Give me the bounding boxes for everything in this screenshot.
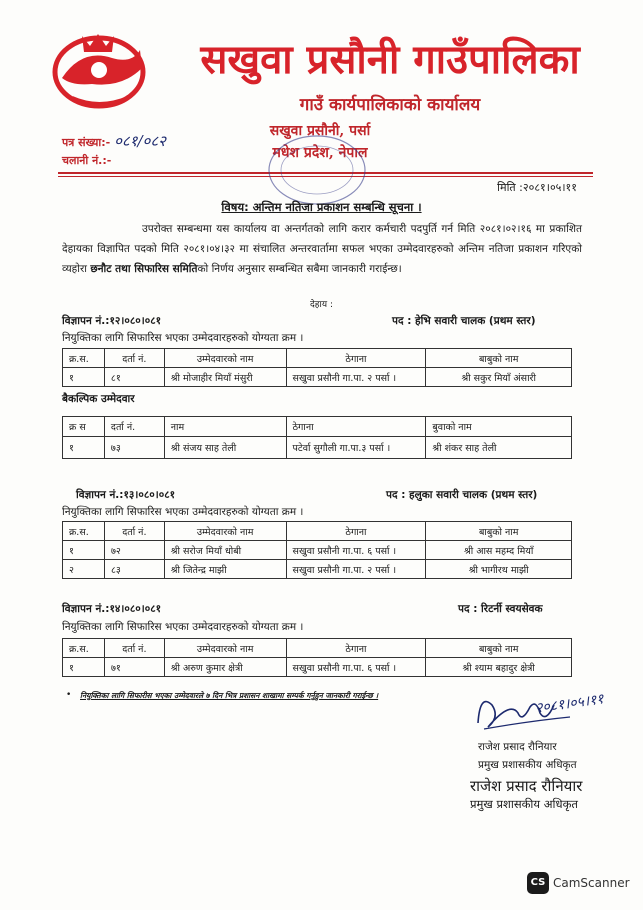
- col-header: उम्मेदवारको नाम: [164, 522, 286, 541]
- office-name: गाउँ कार्यपालिकाको कार्यालय: [299, 95, 481, 115]
- table-cell: ८३: [104, 560, 164, 579]
- table-cell: श्री आस महम्द मियाँ: [426, 541, 572, 560]
- table-cell: ७३: [104, 437, 164, 459]
- section-note-1: नियुक्तिका लागि सिफारिस भएका उम्मेदवारहरुको योग्यता क्रम ।: [62, 332, 304, 344]
- results-table-2: [62, 521, 572, 579]
- table-cell: श्री अरुण कुमार क्षेत्री: [164, 658, 286, 677]
- col-header: क्र.स.: [63, 522, 105, 541]
- col-header: नाम: [164, 417, 286, 437]
- ad-number-1: विज्ञापन नं.:१२।०८०।०८१: [62, 315, 162, 327]
- table-header-row: [63, 639, 572, 658]
- ad-number-2: विज्ञापन नं.:१३।०८०।०८१: [76, 489, 176, 501]
- table-row: [63, 658, 572, 677]
- table-header-row: [63, 522, 572, 541]
- table-cell: १: [63, 368, 105, 387]
- address-line-2: मधेश प्रदेश, नेपाल: [272, 145, 368, 161]
- col-header: ठेगाना: [286, 349, 426, 368]
- col-header: दर्ता नं.: [104, 639, 164, 658]
- alternate-title: बैकल्पिक उम्मेदवार: [62, 393, 135, 405]
- ref-value: ०८१/०८२: [114, 132, 166, 150]
- address-line-1: सखुवा प्रसौनी, पर्सा: [269, 123, 371, 139]
- table-cell: सखुवा प्रसौनी गा.पा. ६ पर्सा ।: [286, 541, 426, 560]
- col-header: बुवाको नाम: [426, 417, 572, 437]
- col-header: ठेगाना: [286, 417, 426, 437]
- col-header: दर्ता नं.: [104, 349, 164, 368]
- table-header-row: [63, 349, 572, 368]
- table-cell: श्री संजय साह तेली: [164, 437, 286, 459]
- body-text-end: को निर्णय अनुसार सम्बन्धित सबैमा जानकारी गराईन्छ।: [197, 263, 402, 275]
- org-name: सखुवा प्रसौनी गाउँपालिका: [200, 36, 580, 83]
- table-cell: १: [63, 658, 105, 677]
- body-text-start: उपरोक्त सम्बन्धमा यस कार्यालय वा अन्तर्गतको लागि करार कर्मचारी पदपुर्ति गर्न मिति २०८१।०२।१६ मा प्रकाशित देहायका विज्ञापित पदको मिति २०८१।०४।३२ मा संचालित अन्तरवार्तामा सफल भएका उम्मेदवारहरुको अन्तिम नतिजा प्रकाशन गरिएको व्यहोरा: [62, 223, 582, 275]
- handwritten-date: २०८१।०५।११: [534, 691, 605, 717]
- ref-label: पत्र संख्या:-: [62, 136, 111, 149]
- footnote-bullet: •: [66, 690, 72, 700]
- letter-subject: विषय: अन्तिम नतिजा प्रकाशन सम्बन्धि सूचना ।: [221, 200, 422, 214]
- col-header: क्र स: [63, 417, 105, 437]
- dehay-label: देहाय :: [309, 300, 333, 310]
- col-header: दर्ता नं.: [104, 417, 164, 437]
- table-cell: १: [63, 437, 105, 459]
- table-cell: २: [63, 560, 105, 579]
- table-row: [63, 541, 572, 560]
- col-header: उम्मेदवारको नाम: [164, 639, 286, 658]
- table-cell: श्री जितेन्द्र माझी: [164, 560, 286, 579]
- post-label-2: पद : हलुका सवारी चालक (प्रथम स्तर): [386, 489, 538, 501]
- post-label-3: पद : रिटर्नी स्वयसेवक: [458, 603, 543, 615]
- ad-number-3: विज्ञापन नं.:१४।०८०।०८१: [62, 603, 162, 615]
- table-cell: श्री मोजाहीर मियाँ मंसुरी: [164, 368, 286, 387]
- table-cell: ७२: [104, 541, 164, 560]
- col-header: ठेगाना: [286, 522, 426, 541]
- section-note-3: नियुक्तिका लागि सिफारिस भएका उम्मेदवारहरुको योग्यता क्रम ।: [62, 621, 304, 633]
- col-header: उम्मेदवारको नाम: [164, 349, 286, 368]
- table-cell: ८१: [104, 368, 164, 387]
- dispatch-number: [62, 153, 111, 168]
- footnote: नियुक्तिका लागि सिफारीस भएका उम्मेदवारले ७ दिन भित्र प्रशासन शाखामा सम्पर्क गर्नुहुन जानकारी गराईन्छ ।: [80, 691, 379, 700]
- col-header: बाबुको नाम: [426, 522, 572, 541]
- results-table-3: [62, 638, 572, 677]
- col-header: दर्ता नं.: [104, 522, 164, 541]
- office-stamp-icon: [262, 130, 372, 210]
- table-cell: सखुवा प्रसौनी गा.पा. ६ पर्सा ।: [286, 658, 426, 677]
- table-row: [63, 560, 572, 579]
- ref-number: [62, 131, 166, 151]
- table-cell: श्री शंकर साह तेली: [426, 437, 572, 459]
- results-table-1: [62, 348, 572, 387]
- table-header-row: [63, 417, 572, 437]
- table-cell: सखुवा प्रसौनी गा.पा. २ पर्सा ।: [286, 560, 426, 579]
- body-text-bold: छनौट तथा सिफारिस समिति: [90, 263, 198, 275]
- table-row: [63, 368, 572, 387]
- letter-body: [62, 219, 582, 279]
- table-cell: श्री सरोज मियाँ धोबी: [164, 541, 286, 560]
- table-cell: सखुवा प्रसौनी गा.पा. २ पर्सा ।: [286, 368, 426, 387]
- table-cell: श्री श्याम बहादुर क्षेत्री: [426, 658, 572, 677]
- signatory-name: राजेश प्रसाद रौनियार: [478, 741, 557, 753]
- government-emblem-icon: [52, 28, 147, 110]
- post-label-1: पद : हेभि सवारी चालक (प्रथम स्तर): [392, 315, 536, 327]
- col-header: क्र.स.: [63, 349, 105, 368]
- col-header: बाबुको नाम: [426, 639, 572, 658]
- camscanner-logo-icon: CS: [527, 872, 549, 894]
- letter-date: मिति :२०८१।०५।११: [497, 181, 577, 194]
- alternate-table: [62, 416, 572, 459]
- signatory-stamp-title: प्रमुख प्रशासकीय अधिकृत: [470, 797, 578, 811]
- camscanner-watermark: CamScanner: [553, 876, 630, 890]
- signatory-stamp-name: राजेश प्रसाद रौनियार: [470, 777, 583, 795]
- section-note-2: नियुक्तिका लागि सिफारिस भएका उम्मेदवारहरुको योग्यता क्रम ।: [62, 506, 304, 518]
- dispatch-label: चलानी नं.:-: [62, 154, 112, 167]
- signatory-title: प्रमुख प्रशासकीय अधिकृत: [478, 759, 577, 771]
- table-cell: १: [63, 541, 105, 560]
- col-header: क्र.स.: [63, 639, 105, 658]
- table-cell: श्री भागीरथ माझी: [426, 560, 572, 579]
- table-cell: पटेर्वा सुगौली गा.पा.३ पर्सा ।: [286, 437, 426, 459]
- table-row: [63, 437, 572, 459]
- table-cell: श्री सकुर मियाँ अंसारी: [426, 368, 572, 387]
- col-header: बाबुको नाम: [426, 349, 572, 368]
- col-header: ठेगाना: [286, 639, 426, 658]
- table-cell: ७१: [104, 658, 164, 677]
